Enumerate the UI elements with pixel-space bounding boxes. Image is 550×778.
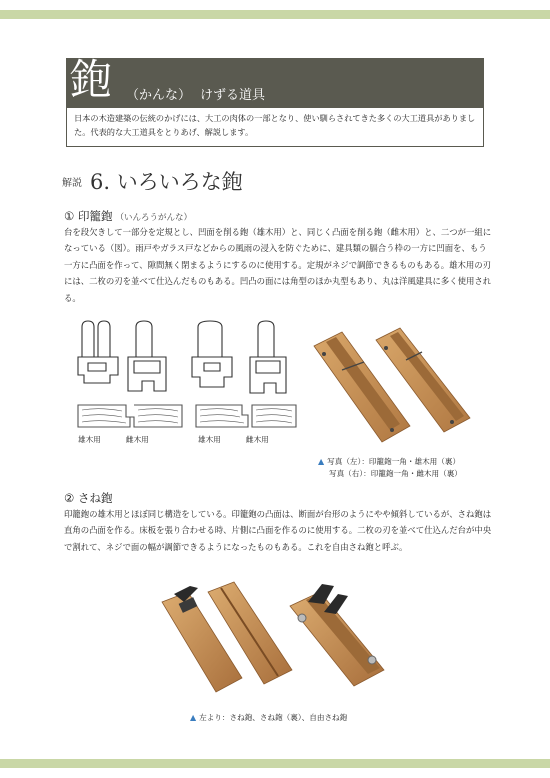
diagram-label-1: 雄木用 (78, 435, 101, 444)
title-subtitle: けずる道具 (200, 88, 266, 103)
triangle-marker-icon: ▲ (318, 457, 325, 466)
diagram-label-3: 雄木用 (198, 435, 221, 444)
part1-body: 台を段欠きして一部分を定規とし、凹面を削る鉋（雄木用）と、同じく凸面を削る鉋（雌木用）と、二つが一組になっている（図）。雨戸やガラス戸などからの風雨の浸入を防ぐために、建具類の膈合う枠の一方に凹面を、もう一方に凸面を作って、隙間無く閉まるようにするのに使用する。定規がネジで調節できるものもある。雄木用の刃には、二枚の刃を並べて仕込んだものもある。凹凸の面には角型のほか丸型もあり、丸は洋風建具に多く使用される。 (64, 227, 492, 303)
diagram-plane-3 (192, 321, 232, 387)
diagram-label-4: 雌木用 (246, 435, 269, 444)
section-label: 解説 (62, 178, 82, 189)
section-title: 6. いろいろな鉋 (90, 170, 243, 194)
part1-title-text: ① 印籠鉋 (64, 209, 113, 223)
photo1-caption-right: 写真（右）：印籠鉋一角・雌木用（裏） (329, 469, 462, 478)
title-reading: （かんな） (126, 88, 192, 103)
photo2-caption: ▲ 左より：さね鉋、さね鉋（裏）、自由さね鉋 (190, 713, 348, 722)
part1-title (64, 208, 192, 224)
sane-kanna-3 (290, 584, 384, 686)
triangle-marker-icon: ▲ (190, 713, 197, 722)
top-band (0, 10, 550, 19)
part2-body: 印籠鉋の雄木用とほぼ同じ構造をしている。印籠鉋の凸面は、断面が台形のようにやや傾斜しているが、さね鉋は直角の凸面を作る。床板を張り合わせる時、片側に凸面を作るのに使用する。二枚の刃を並べて仕込んだ台が中央で割れて、ネジで面の幅が調節できるようになったものもある。これを自由さね鉋と呼ぶ。 (64, 509, 492, 552)
diagram-plane-1 (78, 321, 118, 383)
part2-title: ② さね鉋 (64, 491, 113, 505)
photo1-caption-left: ▲ 写真（左）：印籠鉋一角・雄木用（裏） (318, 457, 461, 466)
diagram-label-2: 雌木用 (126, 435, 149, 444)
page-title-kanji: 鉋 (70, 55, 114, 104)
inro-kanna-photo (306, 318, 476, 448)
intro-text: 日本の木造建築の伝統のかげには、大工の肉体の一部となり、使い馴らされてきた多くの大工道具がありました。代表的な大工道具をとりあげ、解説します。 (74, 113, 476, 137)
diagram-plane-2 (128, 321, 166, 391)
sane-kanna-photo (158, 574, 388, 702)
part1-reading: （いんろうがんな） (115, 213, 192, 223)
bottom-band (0, 759, 550, 768)
diagram-wood-pieces (78, 405, 296, 427)
diagram-plane-4 (250, 321, 286, 393)
inro-kanna-diagram (70, 317, 300, 447)
